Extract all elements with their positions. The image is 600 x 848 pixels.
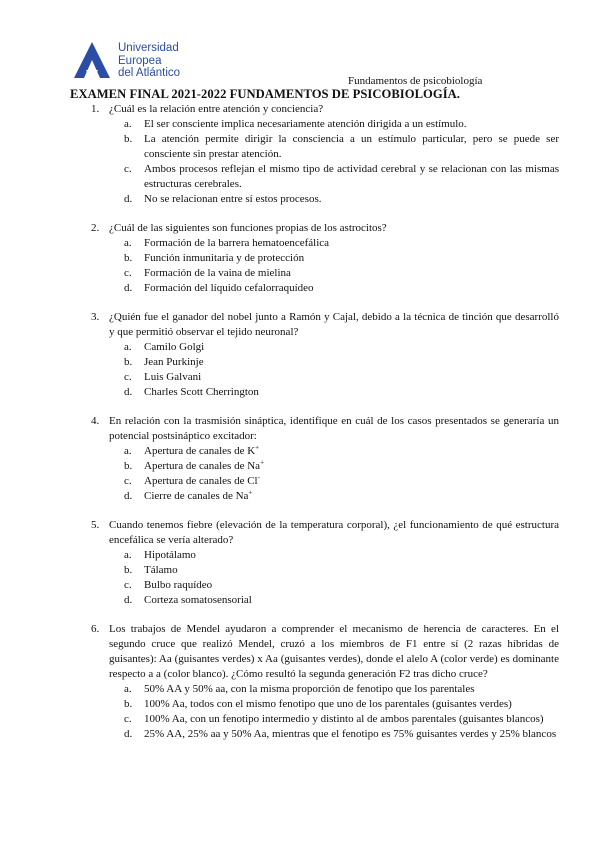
option-text: Luis Galvani xyxy=(144,371,202,383)
option-letter: c. xyxy=(124,267,132,279)
option-text: 25% AA, 25% aa y 50% Aa, mientras que el fenotipo es 75% guisantes verdes y 25% blancos xyxy=(144,728,557,740)
answer-option xyxy=(124,340,559,355)
answer-options xyxy=(109,340,559,400)
question-number: 2. xyxy=(91,222,100,234)
question-text: ¿Cuál es la relación entre atención y conciencia? xyxy=(109,103,324,115)
answer-option xyxy=(124,697,559,712)
option-letter: d. xyxy=(124,594,133,606)
answer-options xyxy=(109,117,559,207)
answer-option xyxy=(124,473,559,489)
answer-options xyxy=(109,682,559,742)
option-text: Apertura de canales de Cl xyxy=(144,475,258,487)
option-letter: c. xyxy=(124,713,132,725)
option-text: No se relacionan entre sí estos procesos. xyxy=(144,193,322,205)
answer-option xyxy=(124,251,559,266)
question-number: 1. xyxy=(91,103,100,115)
option-text: Hipotálamo xyxy=(144,549,196,561)
option-letter: a. xyxy=(124,237,132,249)
option-letter: b. xyxy=(124,133,133,145)
question-text: ¿Cuál de las siguientes son funciones propias de los astrocitos? xyxy=(109,222,387,234)
option-text: 100% Aa, con un fenotipo intermedio y distinto al de ambos parentales (guisantes blancos) xyxy=(144,713,544,725)
answer-option xyxy=(124,593,559,608)
option-letter: d. xyxy=(124,193,133,205)
answer-option xyxy=(124,458,559,474)
option-letter: a. xyxy=(124,118,132,130)
option-text: Formación del líquido cefalorraquídeo xyxy=(144,282,314,294)
answer-option xyxy=(124,712,559,727)
option-letter: a. xyxy=(124,341,132,353)
option-letter: c. xyxy=(124,475,132,487)
option-letter: b. xyxy=(124,252,133,264)
option-letter: a. xyxy=(124,683,132,695)
question-1 xyxy=(91,102,559,207)
question-spacer xyxy=(0,608,600,622)
university-logo-icon xyxy=(73,40,111,80)
university-name xyxy=(118,42,180,80)
question-4 xyxy=(91,414,559,504)
question-2 xyxy=(91,221,559,296)
answer-option xyxy=(124,385,559,400)
option-text: Cierre de canales de Na xyxy=(144,490,249,502)
question-number: 5. xyxy=(91,519,100,531)
answer-option xyxy=(124,578,559,593)
answer-option xyxy=(124,117,559,132)
option-letter: c. xyxy=(124,579,132,591)
answer-option xyxy=(124,682,559,697)
question-spacer xyxy=(0,296,600,310)
question-text: Cuando tenemos fiebre (elevación de la temperatura corporal), ¿el funcionamiento de qué estructura encefálica se vería alterado? xyxy=(109,519,559,546)
answer-option xyxy=(124,281,559,296)
course-header: Fundamentos de psicobiología xyxy=(348,75,483,87)
option-letter: a. xyxy=(124,549,132,561)
exam-title: EXAMEN FINAL 2021-2022 FUNDAMENTOS DE PSICOBIOLOGÍA. xyxy=(70,87,461,101)
option-text: Formación de la vaina de mielina xyxy=(144,267,291,279)
option-text: Jean Purkinje xyxy=(144,356,204,368)
answer-option xyxy=(124,192,559,207)
answer-option xyxy=(124,162,559,192)
option-letter: b. xyxy=(124,564,133,576)
option-text: 100% Aa, todos con el mismo fenotipo que uno de los parentales (guisantes verdes) xyxy=(144,698,512,710)
ion-charge: + xyxy=(248,488,253,497)
option-text: El ser consciente implica necesariamente atención dirigida a un estímulo. xyxy=(144,118,467,130)
option-text: Corteza somatosensorial xyxy=(144,594,252,606)
answer-option xyxy=(124,548,559,563)
question-text: ¿Quién fue el ganador del nobel junto a Ramón y Cajal, debido a la técnica de tinción que desarrolló y que permitió observar el tejido neuronal? xyxy=(109,311,559,338)
option-text: Camilo Golgi xyxy=(144,341,205,353)
option-letter: c. xyxy=(124,371,132,383)
question-spacer xyxy=(0,400,600,414)
university-logo xyxy=(73,40,213,82)
question-list xyxy=(0,102,600,742)
logo-line-3: del Atlántico xyxy=(118,67,181,79)
answer-option xyxy=(124,563,559,578)
logo-line-2: Europea xyxy=(118,54,162,67)
answer-option xyxy=(124,355,559,370)
question-5 xyxy=(91,518,559,608)
option-letter: d. xyxy=(124,386,133,398)
answer-option xyxy=(124,370,559,385)
question-number: 6. xyxy=(91,623,100,635)
answer-options xyxy=(109,444,559,504)
option-text: Bulbo raquídeo xyxy=(144,579,213,591)
answer-options xyxy=(109,236,559,296)
ion-charge: - xyxy=(257,473,260,482)
option-letter: d. xyxy=(124,282,133,294)
option-letter: d. xyxy=(124,728,133,740)
question-number: 4. xyxy=(91,415,100,427)
option-letter: d. xyxy=(124,490,133,502)
question-6 xyxy=(91,622,559,742)
option-text: Tálamo xyxy=(144,564,178,576)
option-letter: b. xyxy=(124,698,133,710)
ion-charge: + xyxy=(260,458,265,467)
answer-option xyxy=(124,488,559,504)
question-text: En relación con la trasmisión sináptica, identifique en cuál de los casos presentados se generaría un potencial postsináptico excitador: xyxy=(109,415,559,442)
option-text: Ambos procesos reflejan el mismo tipo de actividad cerebral y se relacionan con las mismas estructuras cerebrales. xyxy=(144,163,559,190)
question-spacer xyxy=(0,504,600,518)
answer-option xyxy=(124,266,559,281)
option-letter: a. xyxy=(124,445,132,457)
answer-options xyxy=(109,548,559,608)
option-letter: c. xyxy=(124,163,132,175)
question-3 xyxy=(91,310,559,400)
logo-line-1: Universidad xyxy=(118,42,179,54)
question-spacer xyxy=(0,207,600,221)
option-text: Función inmunitaria y de protección xyxy=(144,252,305,264)
option-text: Formación de la barrera hematoencefálica xyxy=(144,237,330,249)
option-letter: b. xyxy=(124,460,133,472)
option-text: Charles Scott Cherrington xyxy=(144,386,259,398)
option-text: La atención permite dirigir la consciencia a un estímulo particular, pero se puede ser consciente sin prestar atención. xyxy=(144,133,559,160)
answer-option xyxy=(124,727,559,742)
option-text: 50% AA y 50% aa, con la misma proporción de fenotipo que los parentales xyxy=(144,683,475,695)
ion-charge: + xyxy=(255,443,260,452)
answer-option xyxy=(124,236,559,251)
question-number: 3. xyxy=(91,311,100,323)
question-text: Los trabajos de Mendel ayudaron a comprender el mecanismo de herencia de caracteres. En el segundo cruce que realizó Mendel, cruzó a los miembros de F1 entre sí (2 razas híbridas de guisantes): Aa (guisantes verdes) x Aa (guisantes verdes), donde el alelo A (color verde) es dominante respecto a a (color blanco). ¿Cómo resultó la segunda generación F2 tras dicho cruce? xyxy=(109,623,559,680)
option-text: Apertura de canales de K xyxy=(144,445,256,457)
option-text: Apertura de canales de Na xyxy=(144,460,261,472)
answer-option xyxy=(124,443,559,459)
answer-option xyxy=(124,132,559,162)
option-letter: b. xyxy=(124,356,133,368)
